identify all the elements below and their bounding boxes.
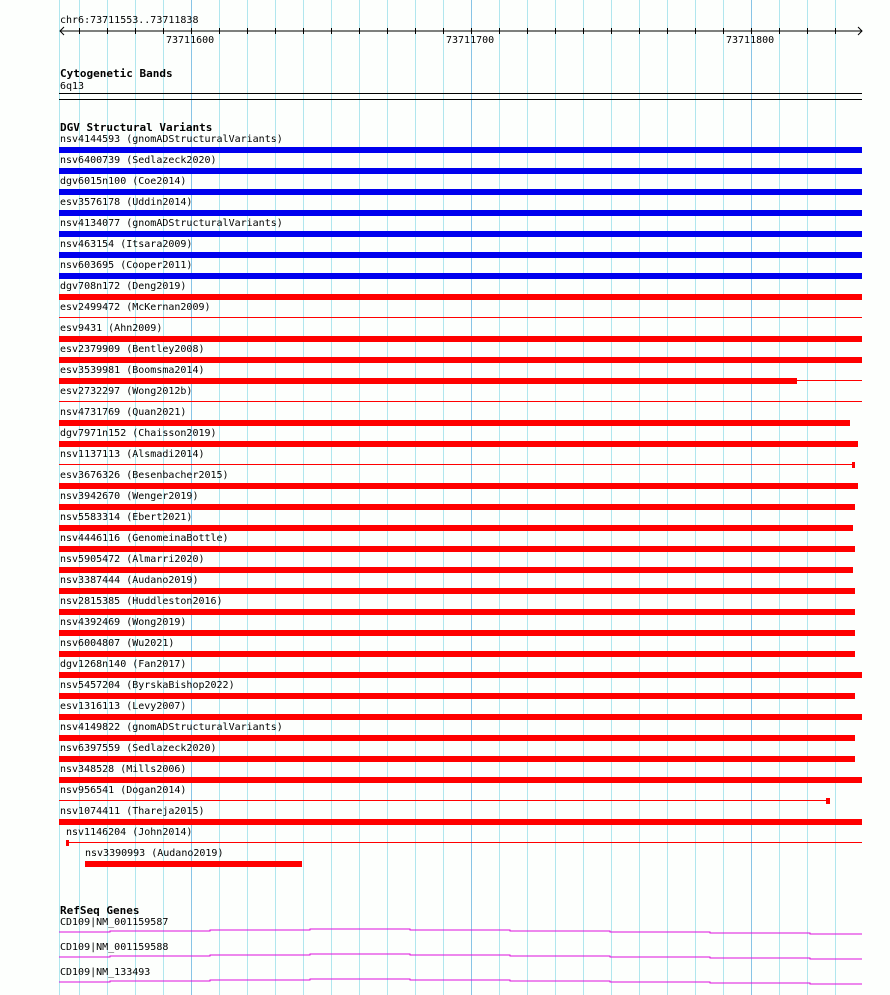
variant-bar[interactable] xyxy=(66,840,69,846)
gene-label[interactable]: CD109|NM_133493 xyxy=(60,967,151,978)
variant-bar[interactable] xyxy=(59,357,862,363)
variant-label[interactable]: nsv6400739 (Sedlazeck2020) xyxy=(60,155,217,166)
variant-bar[interactable] xyxy=(59,672,862,678)
variant-label[interactable]: nsv463154 (Itsara2009) xyxy=(60,239,193,250)
variant-line[interactable] xyxy=(59,317,862,318)
variant-label[interactable]: nsv956541 (Dogan2014) xyxy=(60,785,187,796)
variant-bar[interactable] xyxy=(59,567,853,573)
variant-label[interactable]: esv2499472 (McKernan2009) xyxy=(60,302,211,313)
ruler-tick-label: 73711800 xyxy=(726,35,775,46)
variant-bar[interactable] xyxy=(59,336,862,342)
variant-bar[interactable] xyxy=(59,588,855,594)
variant-label[interactable]: nsv4446116 (GenomeinaBottle) xyxy=(60,533,229,544)
variant-bar[interactable] xyxy=(59,147,862,153)
position-label: chr6:73711553..73711838 xyxy=(60,15,199,26)
dgv-title: DGV Structural Variants xyxy=(60,121,213,134)
variant-label[interactable]: nsv3942670 (Wenger2019) xyxy=(60,491,199,502)
variant-bar[interactable] xyxy=(59,777,862,783)
variant-label[interactable]: esv9431 (Ahn2009) xyxy=(60,323,163,334)
variant-label[interactable]: nsv3390993 (Audano2019) xyxy=(85,848,224,859)
variant-line[interactable] xyxy=(69,842,862,843)
variant-bar[interactable] xyxy=(59,378,797,384)
variant-bar[interactable] xyxy=(826,798,830,804)
variant-label[interactable]: esv3676326 (Besenbacher2015) xyxy=(60,470,229,481)
variant-bar[interactable] xyxy=(59,252,862,258)
variant-bar[interactable] xyxy=(59,231,862,237)
cytoband-label[interactable]: 6q13 xyxy=(60,81,85,92)
variant-line[interactable] xyxy=(59,800,826,801)
variant-label[interactable]: dgv6015n100 (Coe2014) xyxy=(60,176,187,187)
variant-bar[interactable] xyxy=(59,189,862,195)
variant-line[interactable] xyxy=(59,464,852,465)
variant-bar[interactable] xyxy=(59,504,855,510)
variant-label[interactable]: nsv6397559 (Sedlazeck2020) xyxy=(60,743,217,754)
variant-label[interactable]: nsv5457204 (ByrskaBishop2022) xyxy=(60,680,235,691)
variant-bar[interactable] xyxy=(59,735,855,741)
variant-bar[interactable] xyxy=(59,294,862,300)
cytoband-line-bottom xyxy=(59,99,862,100)
cytoband-title: Cytogenetic Bands xyxy=(60,67,173,80)
gene-label[interactable]: CD109|NM_001159588 xyxy=(60,942,169,953)
variant-bar[interactable] xyxy=(59,693,855,699)
ruler-tick-label: 73711600 xyxy=(166,35,215,46)
variant-bar[interactable] xyxy=(852,462,855,468)
variant-label[interactable]: nsv1146204 (John2014) xyxy=(66,827,193,838)
variant-label[interactable]: nsv3387444 (Audano2019) xyxy=(60,575,199,586)
variant-label[interactable]: nsv4134077 (gnomADStructuralVariants) xyxy=(60,218,283,229)
variant-bar[interactable] xyxy=(59,819,862,825)
variant-bar[interactable] xyxy=(59,441,858,447)
gene-intron-line[interactable] xyxy=(0,925,890,935)
variant-bar[interactable] xyxy=(59,651,855,657)
variant-bar[interactable] xyxy=(59,273,862,279)
variant-label[interactable]: nsv6004807 (Wu2021) xyxy=(60,638,175,649)
variant-label[interactable]: nsv4731769 (Quan2021) xyxy=(60,407,187,418)
variant-bar[interactable] xyxy=(59,483,858,489)
variant-bar[interactable] xyxy=(59,420,850,426)
variant-line[interactable] xyxy=(797,380,862,381)
variant-bar[interactable] xyxy=(59,168,862,174)
variant-line[interactable] xyxy=(59,401,862,402)
cytoband-line-top xyxy=(59,93,862,94)
variant-label[interactable]: nsv5905472 (Almarri2020) xyxy=(60,554,205,565)
variant-label[interactable]: nsv4392469 (Wong2019) xyxy=(60,617,187,628)
variant-label[interactable]: esv1316113 (Levy2007) xyxy=(60,701,187,712)
variant-bar[interactable] xyxy=(59,525,853,531)
variant-label[interactable]: esv2379909 (Bentley2008) xyxy=(60,344,205,355)
variant-bar[interactable] xyxy=(59,546,855,552)
variant-label[interactable]: nsv5583314 (Ebert2021) xyxy=(60,512,193,523)
variant-label[interactable]: nsv603695 (Cooper2011) xyxy=(60,260,193,271)
gene-intron-line[interactable] xyxy=(0,950,890,960)
variant-label[interactable]: nsv1074411 (Thareja2015) xyxy=(60,806,205,817)
variant-bar[interactable] xyxy=(85,861,302,867)
variant-bar[interactable] xyxy=(59,630,855,636)
variant-bar[interactable] xyxy=(59,609,855,615)
variant-label[interactable]: esv2732297 (Wong2012b) xyxy=(60,386,193,397)
variant-label[interactable]: dgv708n172 (Deng2019) xyxy=(60,281,187,292)
ruler-tick-label: 73711700 xyxy=(446,35,495,46)
variant-label[interactable]: dgv7971n152 (Chaisson2019) xyxy=(60,428,217,439)
variant-label[interactable]: nsv4144593 (gnomADStructuralVariants) xyxy=(60,134,283,145)
refseq-title: RefSeq Genes xyxy=(60,904,140,917)
variant-label[interactable]: nsv4149822 (gnomADStructuralVariants) xyxy=(60,722,283,733)
variant-label[interactable]: esv3539981 (Boomsma2014) xyxy=(60,365,205,376)
variant-label[interactable]: esv3576178 (Uddin2014) xyxy=(60,197,193,208)
variant-bar[interactable] xyxy=(59,210,862,216)
variant-label[interactable]: nsv348528 (Mills2006) xyxy=(60,764,187,775)
variant-bar[interactable] xyxy=(59,714,862,720)
gene-label[interactable]: CD109|NM_001159587 xyxy=(60,917,169,928)
variant-label[interactable]: nsv2815385 (Huddleston2016) xyxy=(60,596,223,607)
gene-intron-line[interactable] xyxy=(0,975,890,985)
variant-label[interactable]: nsv1137113 (Alsmadi2014) xyxy=(60,449,205,460)
variant-label[interactable]: dgv1268n140 (Fan2017) xyxy=(60,659,187,670)
variant-bar[interactable] xyxy=(59,756,855,762)
